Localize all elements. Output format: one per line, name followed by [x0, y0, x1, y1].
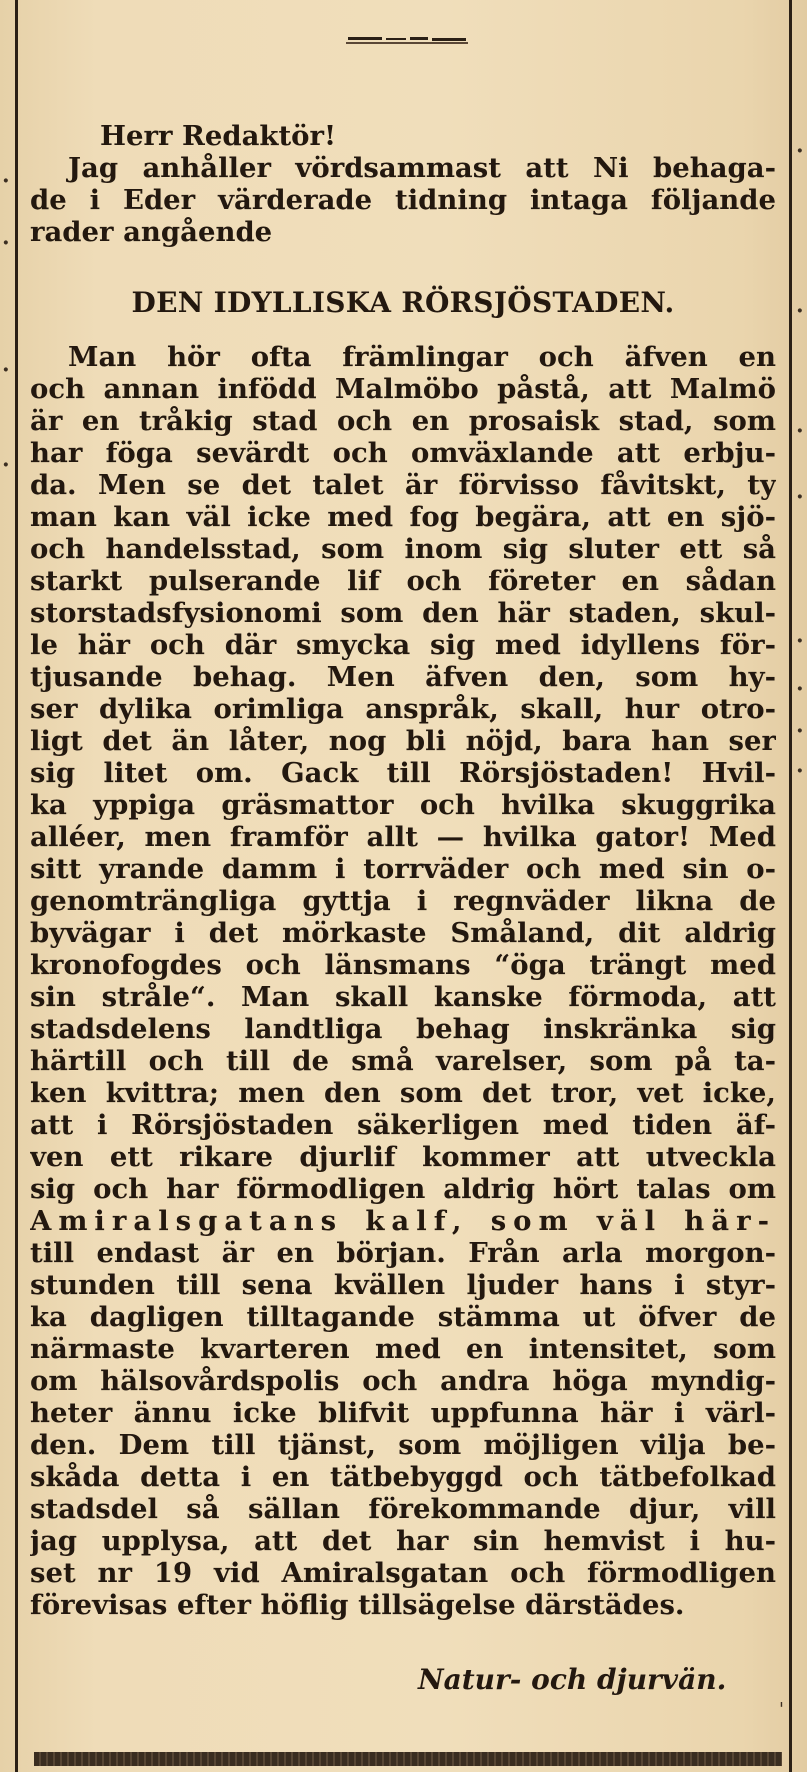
intro-line: Jag anhåller vördsammast att Ni behaga-: [68, 152, 776, 184]
edge-mark: ·: [796, 628, 804, 654]
article-line: stadsdelens landtliga behag inskränka sig: [30, 1013, 776, 1045]
article-line: alléer, men framför allt — hvilka gator! Med: [30, 821, 776, 853]
edge-mark: ·: [796, 138, 804, 164]
bottom-rule: [34, 1752, 782, 1766]
article-line: Man hör ofta främlingar och äfven en: [68, 341, 776, 373]
article-line: tjusande behag. Men äfven den, som hy-: [30, 661, 776, 693]
article-line: heter ännu icke blifvit uppfunna här i värl-: [30, 1397, 776, 1429]
edge-mark: ·: [796, 758, 804, 784]
article-line-spaced: Amiralsgatans kalf, som väl här-: [30, 1205, 776, 1237]
article-line: har föga sevärdt och omväxlande att erbju-: [30, 437, 776, 469]
intro-line: de i Eder värderade tidning intaga följande: [30, 184, 776, 216]
article-line: ka yppiga gräsmattor och hvilka skuggrika: [30, 789, 776, 821]
article-line: ka dagligen tilltagande stämma ut öfver de: [30, 1301, 776, 1333]
article-line: sig och har förmodligen aldrig hört talas om: [30, 1173, 776, 1205]
article-line: set nr 19 vid Amiralsgatan och förmodligen: [30, 1557, 776, 1589]
article-line: den. Dem till tjänst, som möjligen vilja be-: [30, 1429, 776, 1461]
article-line: förevisas efter höflig tillsägelse därstädes.: [30, 1589, 685, 1621]
article-line: ser dylika orimliga anspråk, skall, hur otro-: [30, 693, 776, 725]
edge-mark: ·: [2, 452, 10, 478]
intro-line: rader angående: [30, 216, 273, 248]
article-line: genomträngliga gyttja i regnväder likna de: [30, 885, 776, 917]
article-line: är en tråkig stad och en prosaisk stad, som: [30, 405, 776, 437]
decorative-ornament: [342, 32, 472, 48]
article-line: om hälsovårdspolis och andra höga myndig-: [30, 1365, 776, 1397]
article-line: sig litet om. Gack till Rörsjöstaden! Hvil-: [30, 757, 776, 789]
edge-mark: ·: [2, 168, 10, 194]
column-rule-right: [789, 0, 792, 1772]
article-title: DEN IDYLLISKA RÖRSJÖSTADEN.: [131, 286, 675, 319]
edge-mark: ·: [2, 357, 10, 383]
article-line: ligt det än låter, nog bli nöjd, bara han ser: [30, 725, 776, 757]
article-line: ven ett rikare djurlif kommer att utveckla: [30, 1141, 776, 1173]
article-line: till endast är en början. Från arla morgon-: [30, 1237, 776, 1269]
article-line: byvägar i det mörkaste Småland, dit aldrig: [30, 917, 776, 949]
column-rule-left: [15, 0, 18, 1772]
edge-mark: ': [779, 1699, 784, 1720]
article-body: [30, 341, 776, 1621]
article-line: storstadsfysionomi som den här staden, skul-: [30, 597, 776, 629]
article-line: skåda detta i en tätbebyggd och tätbefolkad: [30, 1461, 776, 1493]
article-line: jag upplysa, att det har sin hemvist i hu-: [30, 1525, 776, 1557]
article-line: kronofogdes och länsmans “öga trängt med: [30, 949, 776, 981]
article-line: ken kvittra; men den som det tror, vet icke,: [30, 1077, 776, 1109]
article-signature: Natur- och djurvän.: [418, 1663, 727, 1696]
article-line: närmaste kvarteren med en intensitet, som: [30, 1333, 776, 1365]
article-line: sitt yrande damm i torrväder och med sin o-: [30, 853, 776, 885]
edge-mark: ·: [796, 484, 804, 510]
article-line: starkt pulserande lif och företer en sådan: [30, 565, 776, 597]
edge-mark: ·: [796, 298, 804, 324]
article-line: le här och där smycka sig med idyllens för-: [30, 629, 776, 661]
letter-greeting: Herr Redaktör!: [100, 120, 337, 152]
article-line: stunden till sena kvällen ljuder hans i styr-: [30, 1269, 776, 1301]
edge-mark: ·: [796, 418, 804, 444]
letter-intro: [30, 152, 776, 248]
article-line: härtill och till de små varelser, som på ta-: [30, 1045, 776, 1077]
edge-mark: ·: [796, 676, 804, 702]
edge-mark: ·: [2, 230, 10, 256]
article-line: sin stråle“. Man skall kanske förmoda, att: [30, 981, 776, 1013]
article-line: och handelsstad, som inom sig sluter ett så: [30, 533, 776, 565]
article-line: stadsdel så sällan förekommande djur, vill: [30, 1493, 776, 1525]
article-line: att i Rörsjöstaden säkerligen med tiden äf-: [30, 1109, 776, 1141]
article-line: och annan infödd Malmöbo påstå, att Malmö: [30, 373, 776, 405]
article-line: man kan väl icke med fog begära, att en sjö-: [30, 501, 776, 533]
article-line: da. Men se det talet är förvisso fåvitskt, ty: [30, 469, 776, 501]
edge-mark: ·: [796, 718, 804, 744]
